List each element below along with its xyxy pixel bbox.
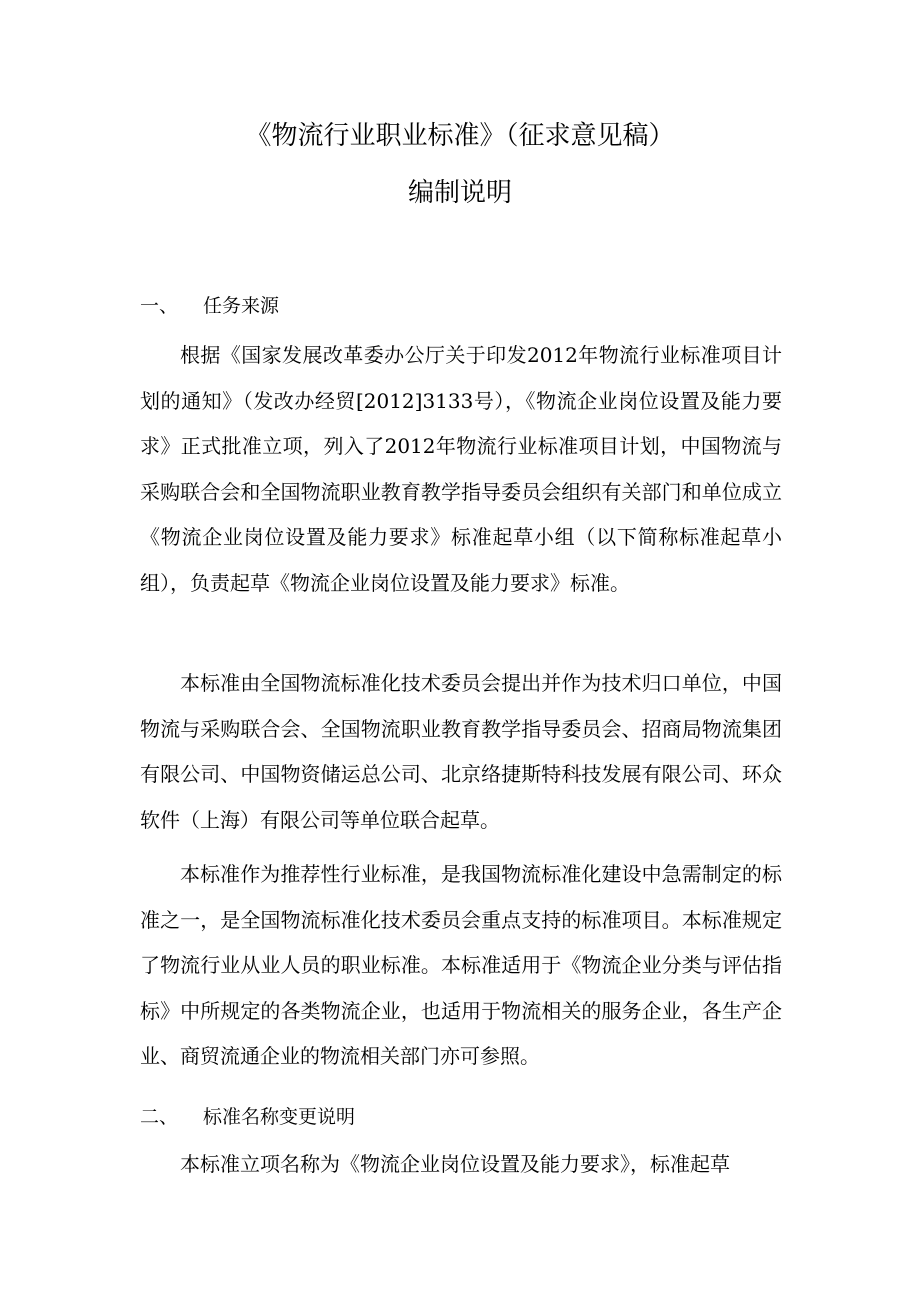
section-number-2: 二、 [140, 1106, 179, 1128]
paragraph-name-change: 本标准立项名称为《物流企业岗位设置及能力要求》，标准起草 [180, 1152, 730, 1176]
section-heading-2 [140, 1104, 355, 1130]
paragraph-scope: 本标准作为推荐性行业标准，是我国物流标准化建设中急需制定的标准之一，是全国物流标准化技术委员会重点支持的标准项目。本标准规定了物流行业从业人员的职业标准。本标准适用于《物流企业分类与评估指标》中所规定的各类物流企业，也适用于物流相关的服务企业，各生产企业、商贸流通企业的物流相关部门亦可参照。 [140, 862, 782, 1068]
section-heading-1 [140, 293, 279, 319]
section-title-1: 任务来源 [203, 295, 280, 317]
document-subtitle: 编制说明 [407, 178, 512, 208]
paragraph-drafting-units: 本标准由全国物流标准化技术委员会提出并作为技术归口单位，中国物流与采购联合会、全国物流职业教育教学指导委员会、招商局物流集团有限公司、中国物资储运总公司、北京络捷斯特科技发展有限公司、环众软件（上海）有限公司等单位联合起草。 [140, 671, 782, 832]
document-title: 《物流行业职业标准》（征求意见稿） [245, 121, 675, 151]
paragraph-task-source: 根据《国家发展改革委办公厅关于印发2012年物流行业标准项目计划的通知》（发改办经贸[2012]3133号），《物流企业岗位设置及能力要求》正式批准立项，列入了2012年物流行业标准项目计划，中国物流与采购联合会和全国物流职业教育教学指导委员会组织有关部门和单位成立《物流企业岗位设置及能力要求》标准起草小组（以下简称标准起草小组），负责起草《物流企业岗位设置及能力要求》标准。 [140, 343, 782, 595]
section-title-2: 标准名称变更说明 [203, 1106, 356, 1128]
section-number-1: 一、 [140, 295, 179, 317]
